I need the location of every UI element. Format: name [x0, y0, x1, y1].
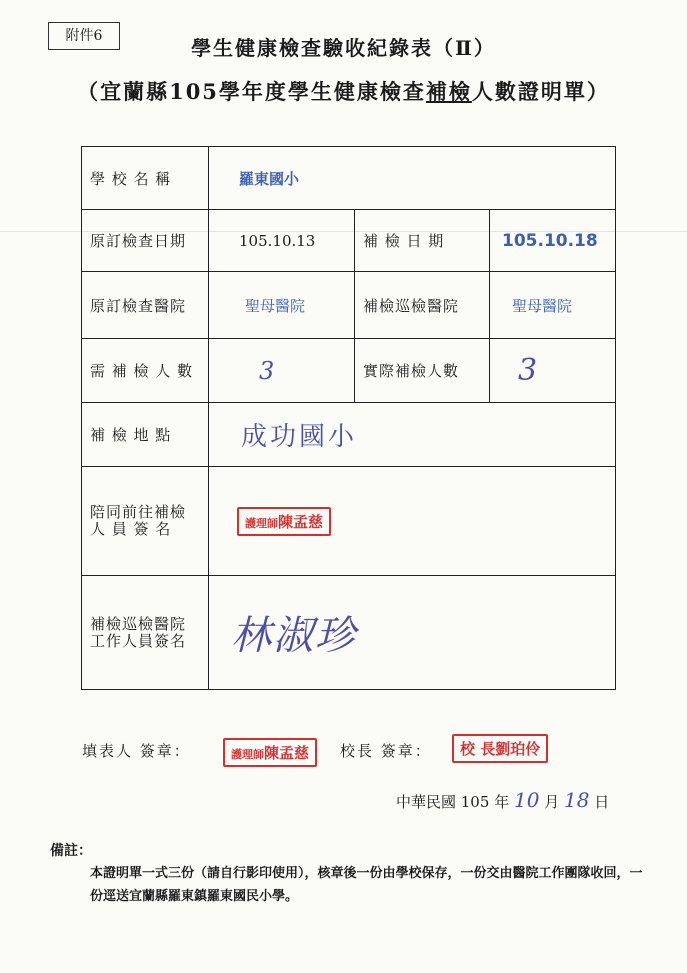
row-dates — [82, 210, 616, 272]
attachment-label: 附件6 — [48, 22, 120, 50]
orig-date-label: 原訂檢查日期 — [82, 210, 209, 272]
sign-date: 中華民國 105 年 10 月 18 日 — [396, 788, 610, 812]
actual-count-label: 實際補檢人數 — [355, 339, 490, 403]
row-hospitals — [82, 272, 616, 339]
filler-stamp: 護理師陳孟慈 — [223, 738, 317, 767]
row-counts — [82, 339, 616, 403]
principal-label: 校長 簽章： — [340, 742, 432, 760]
filler-label: 填表人 簽章： — [82, 742, 191, 760]
notes-title: 備註： — [50, 843, 92, 859]
actual-count-value: 3 — [518, 353, 538, 388]
hospital-staff-signature: 林淑珍 — [231, 613, 357, 659]
escort-stamp: 護理師陳孟慈 — [237, 507, 331, 536]
form-subtitle: （宜蘭縣105學年度學生健康檢查補檢人數證明單） — [77, 79, 610, 104]
row-school — [82, 147, 616, 210]
make-up-date-value: 105.10.18 — [502, 230, 598, 251]
escort-label: 陪同前往補檢 人 員 簽 名 — [82, 467, 209, 576]
orig-hospital-label: 原訂檢查醫院 — [82, 272, 209, 339]
row-hospital-staff — [82, 576, 616, 690]
make-up-hospital-value: 聖母醫院 — [512, 296, 573, 315]
needed-count-value: 3 — [259, 356, 275, 385]
principal-stamp: 校 長劉珀伶 — [452, 734, 548, 763]
form-title: 學生健康檢查驗收紀錄表（Ⅱ） — [191, 36, 496, 60]
notes-text: 本證明單一式三份（請自行影印使用），核章後一份由學校保存，一份交由醫院工作團隊收回，一份逕送宜蘭縣羅東鎮羅東國民小學。 — [90, 866, 643, 904]
make-up-date-label: 補 檢 日 期 — [355, 210, 490, 272]
location-label: 補 檢 地 點 — [82, 403, 209, 467]
orig-date-value: 105.10.13 — [209, 210, 355, 272]
location-value: 成功國小 — [241, 422, 358, 452]
make-up-hospital-label: 補檢巡檢醫院 — [355, 272, 490, 339]
needed-count-label: 需 補 檢 人 數 — [82, 339, 209, 403]
school-name-value: 羅東國小 — [239, 169, 300, 188]
row-location — [82, 403, 616, 467]
hospital-staff-label: 補檢巡檢醫院 工作人員簽名 — [82, 576, 209, 690]
school-name-label: 學 校 名 稱 — [82, 147, 209, 210]
record-table — [81, 146, 616, 690]
orig-hospital-value: 聖母醫院 — [245, 296, 306, 315]
row-escort — [82, 467, 616, 576]
